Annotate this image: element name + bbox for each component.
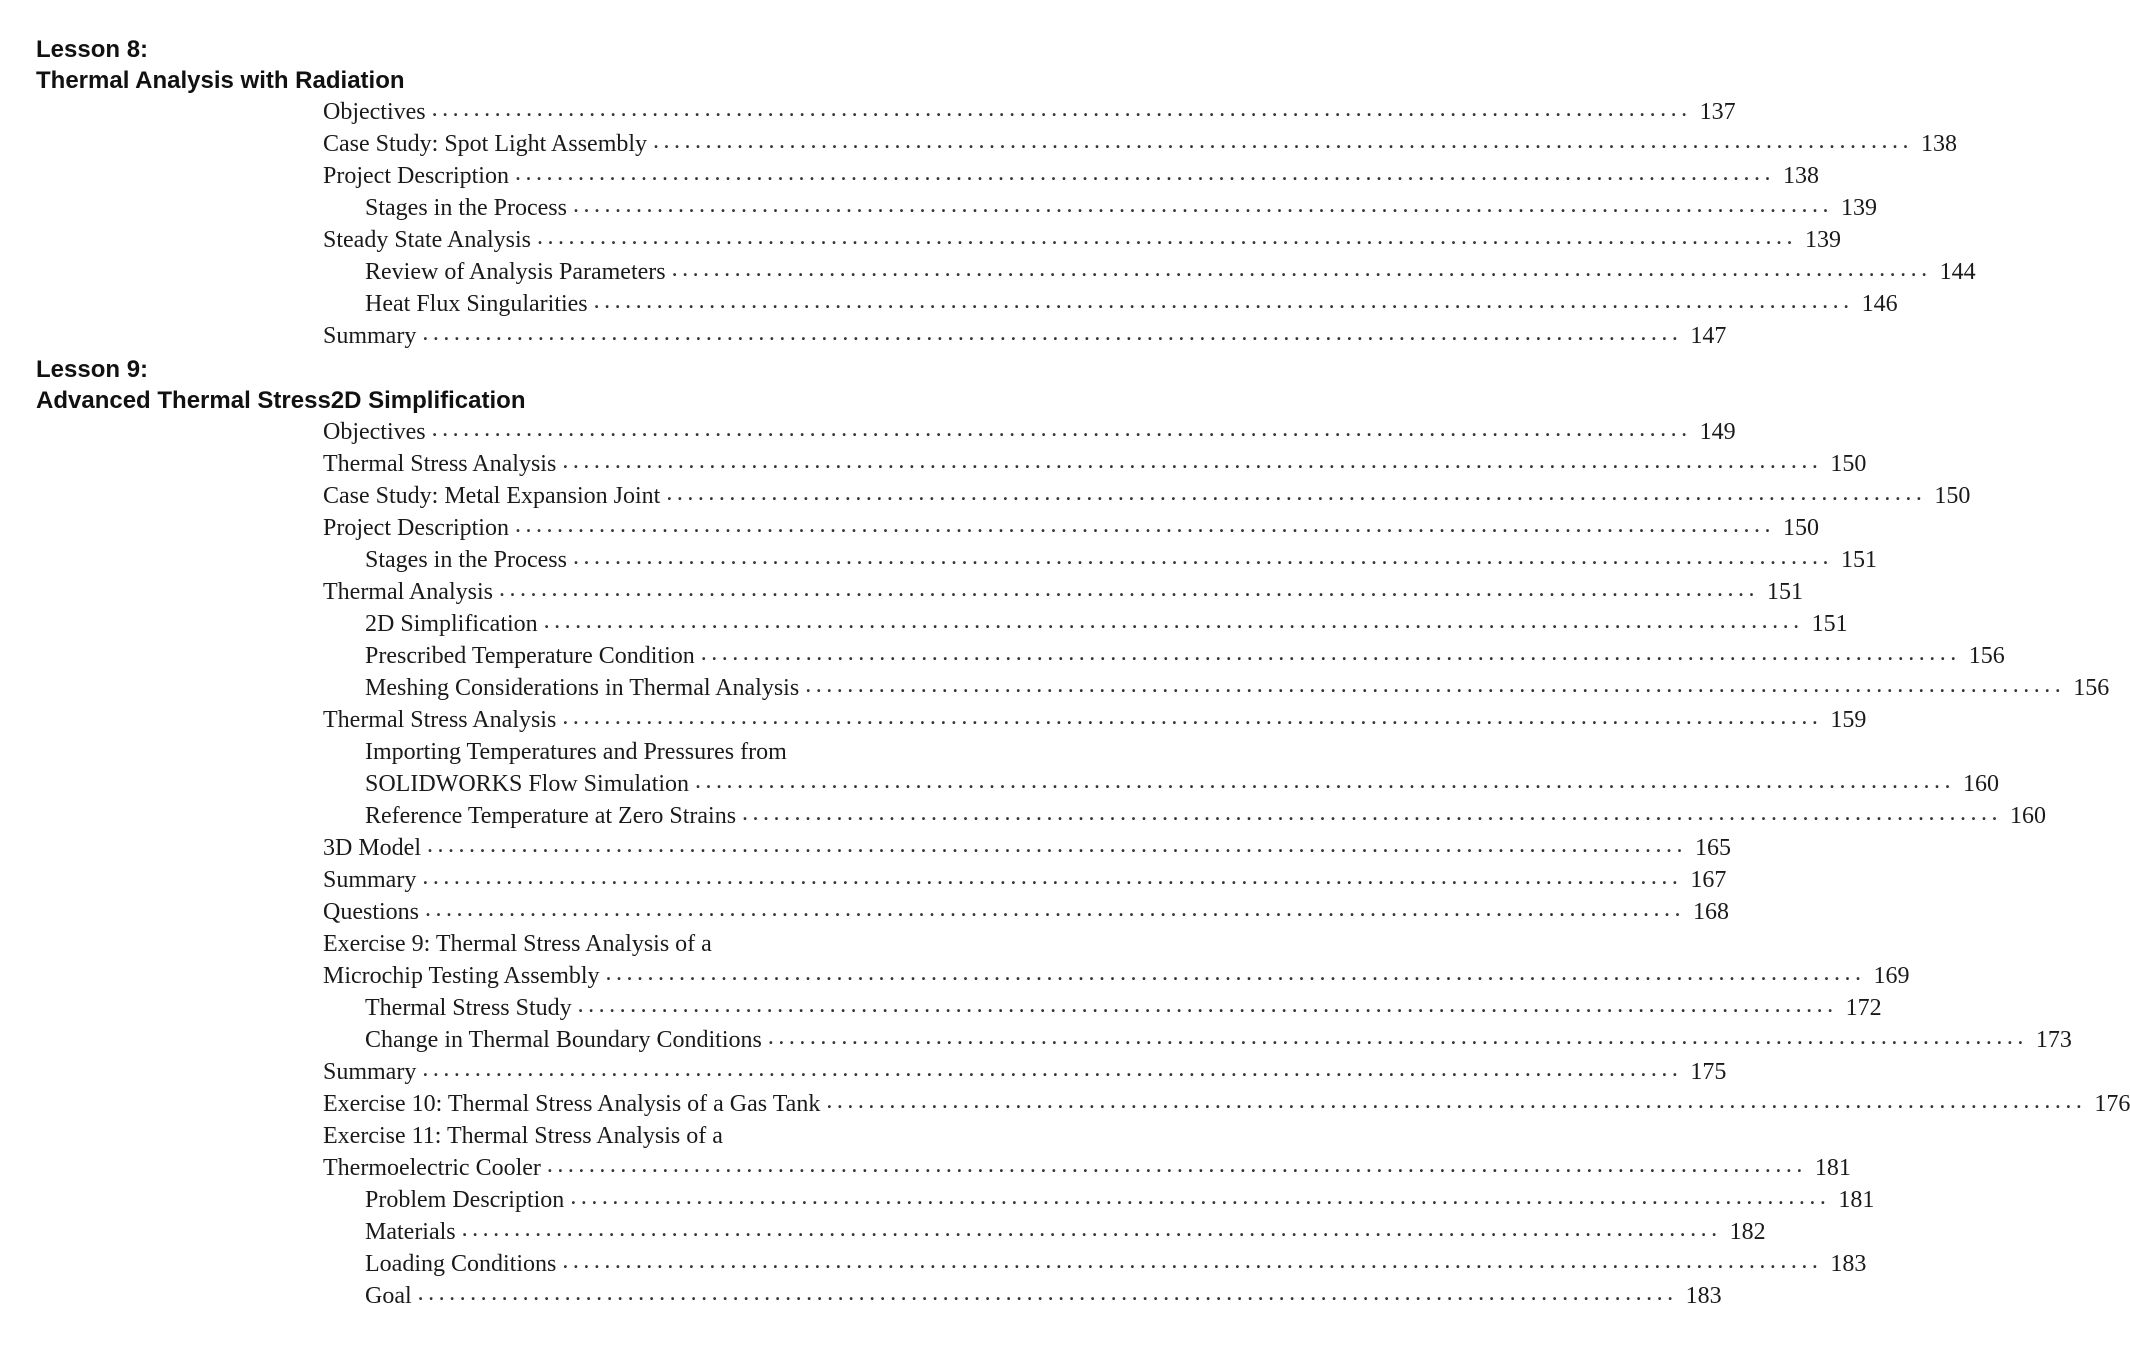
toc-page-number: 173 <box>2035 1026 2072 1053</box>
toc-dot-leader: ........................................................................................................................ <box>570 1184 1831 1210</box>
toc-dot-leader: ........................................................................................................................ <box>431 96 1692 122</box>
toc-entry-title: Objectives <box>323 98 426 125</box>
toc-page-number: 151 <box>1840 546 1877 573</box>
toc-dot-leader: ........................................................................................................................ <box>605 960 1866 986</box>
toc-dot-leader: ........................................................................................................................ <box>514 160 1775 186</box>
toc-entry[interactable] <box>0 1184 1875 1216</box>
toc-page-number: 156 <box>2073 674 2110 701</box>
toc-dot-leader: ........................................................................................................................ <box>536 224 1797 250</box>
toc-dot-leader: ........................................................................................................................ <box>562 1248 1823 1274</box>
toc-entry-title: Review of Analysis Parameters <box>365 258 666 285</box>
toc-dot-leader: ........................................................................................................................ <box>593 288 1854 314</box>
toc-entry[interactable] <box>0 1248 1867 1280</box>
toc-entry-title: Summary <box>323 866 417 893</box>
toc-dot-leader: ........................................................................................................................ <box>695 768 1956 794</box>
toc-page-number: 175 <box>1690 1058 1727 1085</box>
toc-entry-title: Goal <box>365 1282 412 1309</box>
toc-dot-leader: ........................................................................................................................ <box>653 128 1914 154</box>
toc-entry-title: 3D Model <box>323 834 421 861</box>
lesson-8-heading <box>36 34 405 96</box>
toc-entry[interactable] <box>0 224 1841 256</box>
toc-dot-leader: ........................................................................................................................ <box>427 832 1687 858</box>
toc-entry[interactable] <box>0 672 2110 704</box>
toc-entry-title: Case Study: Spot Light Assembly <box>323 130 648 157</box>
toc-dot-leader: ........................................................................................................................ <box>543 608 1804 634</box>
toc-dot-leader: ........................................................................................................................ <box>742 800 2003 826</box>
toc-dot-leader: ........................................................................................................................ <box>498 576 1759 602</box>
toc-page-number: 150 <box>1934 482 1971 509</box>
toc-entry[interactable] <box>0 1280 1722 1312</box>
toc-entry[interactable] <box>0 1216 1766 1248</box>
toc-page-number: 150 <box>1782 514 1819 541</box>
toc-dot-leader: ........................................................................................................................ <box>671 256 1932 282</box>
toc-entry-title: Heat Flux Singularities <box>365 290 588 317</box>
toc-entry-title: Exercise 10: Thermal Stress Analysis of a Gas Tank <box>323 1090 821 1117</box>
toc-entry[interactable] <box>0 512 1819 544</box>
lesson-9-number: Lesson 9: <box>36 356 149 383</box>
toc-page-number: 149 <box>1699 418 1736 445</box>
toc-entry-title: Project Description <box>323 162 509 189</box>
toc-entry[interactable] <box>0 576 1803 608</box>
toc-entry-title: Exercise 9: Thermal Stress Analysis of a <box>323 930 712 957</box>
toc-entry[interactable] <box>0 320 1727 352</box>
toc-page-number: 159 <box>1830 706 1867 733</box>
toc-entry[interactable] <box>0 640 2005 672</box>
toc-entry-title: Summary <box>323 322 417 349</box>
toc-dot-leader: ........................................................................................................................ <box>666 480 1927 506</box>
toc-page-number: 176 <box>2094 1090 2130 1117</box>
toc-dot-leader: ........................................................................................................................ <box>431 416 1692 442</box>
lesson-9-toc <box>0 416 2130 1312</box>
toc-entry-title: Change in Thermal Boundary Conditions <box>365 1026 762 1053</box>
toc-entry-title: Case Study: Metal Expansion Joint <box>323 482 661 509</box>
lesson-8-number: Lesson 8: <box>36 36 149 63</box>
toc-entry[interactable] <box>0 192 1877 224</box>
toc-page-number: 183 <box>1830 1250 1867 1277</box>
toc-page-number: 181 <box>1814 1154 1851 1181</box>
toc-page-number: 146 <box>1861 290 1898 317</box>
toc-dot-leader: ........................................................................................................................ <box>826 1088 2087 1114</box>
toc-entry-title: Microchip Testing Assembly <box>323 962 600 989</box>
toc-dot-leader: ........................................................................................................................ <box>572 544 1833 570</box>
toc-entry[interactable] <box>0 1152 1851 1184</box>
toc-dot-leader: ........................................................................................................................ <box>562 448 1823 474</box>
toc-page-number: 151 <box>1811 610 1848 637</box>
toc-entry-title: Questions <box>323 898 419 925</box>
toc-dot-leader: ........................................................................................................................ <box>546 1152 1807 1178</box>
toc-page-number: 139 <box>1804 226 1841 253</box>
toc-entry[interactable] <box>0 768 2000 800</box>
toc-entry-title: Thermal Stress Analysis <box>323 450 557 477</box>
toc-dot-leader: ........................................................................................................................ <box>700 640 1961 666</box>
toc-dot-leader: ........................................................................................................................ <box>514 512 1775 538</box>
toc-page-number: 169 <box>1873 962 1910 989</box>
toc-page-number: 138 <box>1782 162 1819 189</box>
toc-entry-title: Thermoelectric Cooler <box>323 1154 541 1181</box>
toc-dot-leader: ........................................................................................................................ <box>461 1216 1722 1242</box>
toc-entry-title: Materials <box>365 1218 456 1245</box>
toc-page-number: 183 <box>1685 1282 1722 1309</box>
toc-page-number: 137 <box>1699 98 1736 125</box>
toc-dot-leader: ........................................................................................................................ <box>572 192 1833 218</box>
toc-entry-title: Objectives <box>323 418 426 445</box>
toc-entry[interactable] <box>0 1120 1152 1152</box>
toc-page-number: 139 <box>1840 194 1877 221</box>
toc-page-number: 172 <box>1845 994 1882 1021</box>
toc-entry[interactable] <box>0 832 1731 864</box>
toc-entry[interactable] <box>0 896 1729 928</box>
toc-page-number: 151 <box>1766 578 1803 605</box>
toc-entry-title: Prescribed Temperature Condition <box>365 642 695 669</box>
toc-entry[interactable] <box>0 1088 2130 1120</box>
lesson-8-toc <box>0 96 1976 352</box>
toc-entry-title: Importing Temperatures and Pressures from <box>365 738 787 765</box>
toc-entry-title: Stages in the Process <box>365 194 567 221</box>
toc-entry[interactable] <box>0 160 1819 192</box>
toc-entry-title: Exercise 11: Thermal Stress Analysis of a <box>323 1122 723 1149</box>
toc-entry[interactable] <box>0 288 1898 320</box>
toc-entry[interactable] <box>0 960 1910 992</box>
toc-entry-title: Stages in the Process <box>365 546 567 573</box>
toc-dot-leader: ........................................................................................................................ <box>422 864 1683 890</box>
lesson-8-title: Thermal Analysis with Radiation <box>36 67 405 94</box>
toc-entry[interactable] <box>0 800 2047 832</box>
toc-dot-leader: ........................................................................................................................ <box>562 704 1823 730</box>
toc-page-number: 182 <box>1729 1218 1766 1245</box>
toc-page-number: 156 <box>1968 642 2005 669</box>
toc-page-number: 181 <box>1838 1186 1875 1213</box>
toc-page-number: 160 <box>1963 770 2000 797</box>
toc-entry[interactable] <box>0 448 1867 480</box>
toc-page-number: 144 <box>1939 258 1976 285</box>
toc-entry[interactable] <box>0 256 1976 288</box>
toc-entry[interactable] <box>0 96 1736 128</box>
toc-entry-title: Thermal Stress Study <box>365 994 572 1021</box>
toc-entry[interactable] <box>0 704 1867 736</box>
toc-entry-title: SOLIDWORKS Flow Simulation <box>365 770 690 797</box>
toc-page-number: 138 <box>1921 130 1958 157</box>
toc-entry-title: Project Description <box>323 514 509 541</box>
toc-page-number: 168 <box>1693 898 1729 925</box>
toc-entry[interactable] <box>0 992 1882 1024</box>
toc-entry[interactable] <box>0 736 1152 768</box>
toc-entry-title: Meshing Considerations in Thermal Analysis <box>365 674 800 701</box>
toc-entry[interactable] <box>0 480 1971 512</box>
toc-page-number: 165 <box>1695 834 1731 861</box>
toc-entry-title: Reference Temperature at Zero Strains <box>365 802 737 829</box>
toc-dot-leader: ........................................................................................................................ <box>422 320 1683 346</box>
toc-dot-leader: ........................................................................................................................ <box>422 1056 1683 1082</box>
toc-entry[interactable] <box>0 416 1736 448</box>
lesson-9-heading <box>36 354 525 416</box>
toc-dot-leader: ........................................................................................................................ <box>577 992 1838 1018</box>
toc-entry-title: Steady State Analysis <box>323 226 531 253</box>
toc-entry[interactable] <box>0 608 1848 640</box>
toc-entry-title: Thermal Stress Analysis <box>323 706 557 733</box>
toc-entry[interactable] <box>0 1056 1727 1088</box>
toc-entry[interactable] <box>0 128 1958 160</box>
toc-entry[interactable] <box>0 1024 2072 1056</box>
toc-page-number: 160 <box>2010 802 2047 829</box>
toc-page-number: 167 <box>1690 866 1727 893</box>
toc-dot-leader: ........................................................................................................................ <box>425 896 1685 922</box>
toc-dot-leader: ........................................................................................................................ <box>767 1024 2028 1050</box>
toc-entry-title: Loading Conditions <box>365 1250 557 1277</box>
toc-entry[interactable] <box>0 544 1877 576</box>
toc-entry-title: Summary <box>323 1058 417 1085</box>
lesson-9-title: Advanced Thermal Stress2D Simplification <box>36 387 526 414</box>
toc-dot-leader: ........................................................................................................................ <box>417 1280 1678 1306</box>
toc-entry-title: Problem Description <box>365 1186 565 1213</box>
toc-entry[interactable] <box>0 928 1152 960</box>
toc-entry-title: Thermal Analysis <box>323 578 493 605</box>
toc-entry-title: 2D Simplification <box>365 610 538 637</box>
toc-page-number: 150 <box>1830 450 1867 477</box>
toc-dot-leader: ........................................................................................................................ <box>805 672 2066 698</box>
toc-page-number: 147 <box>1690 322 1727 349</box>
toc-entry[interactable] <box>0 864 1727 896</box>
